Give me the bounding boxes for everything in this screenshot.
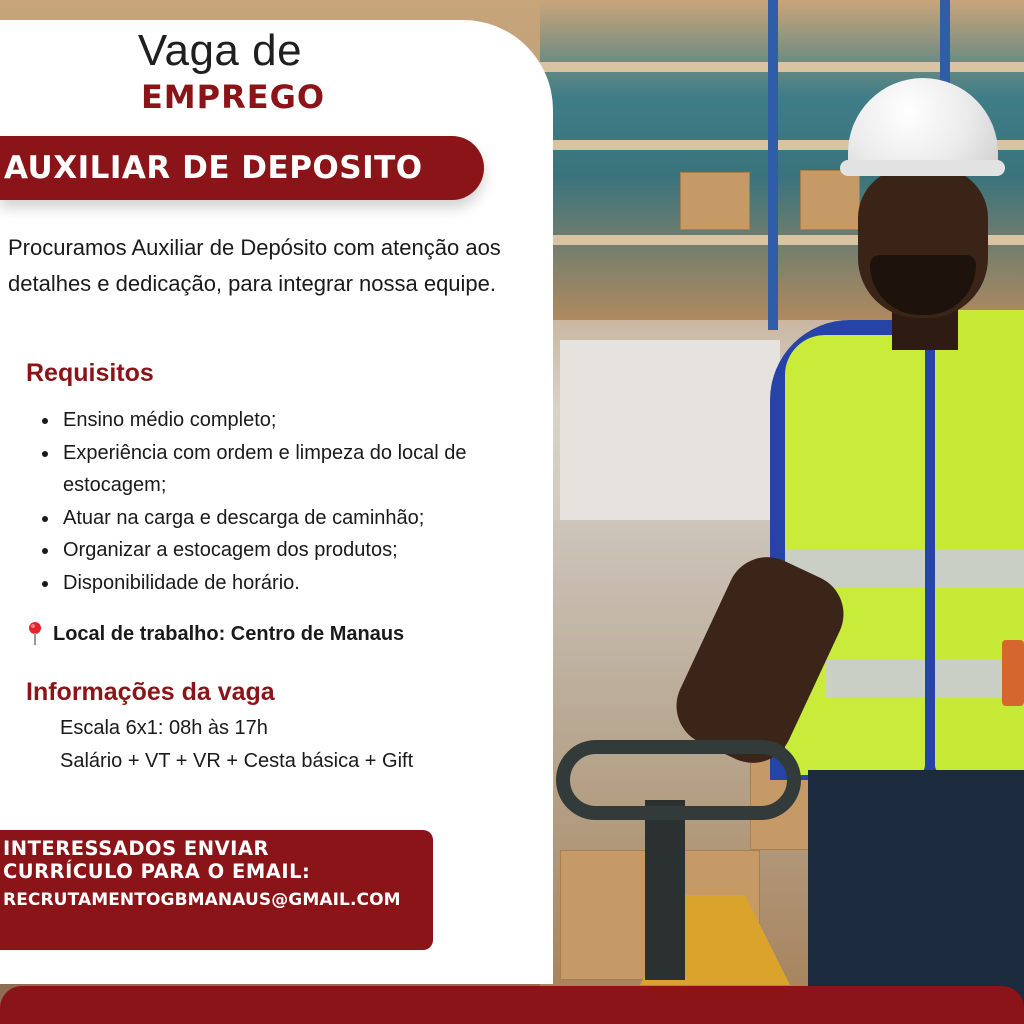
cta-line-1: INTERESSADOS ENVIAR <box>3 837 270 860</box>
list-item: Ensino médio completo; <box>40 404 540 437</box>
heading-vaga-de: Vaga de <box>137 26 303 75</box>
work-location-text: Local de trabalho: Centro de Manaus <box>53 622 405 645</box>
pallet-jack-shaft <box>645 800 685 980</box>
requirements-list <box>40 404 540 599</box>
cta-line-2: CURRÍCULO PARA O EMAIL: <box>3 860 311 883</box>
list-item: Organizar a estocagem dos produtos; <box>40 534 540 567</box>
list-item: Disponibilidade de horário. <box>40 567 540 600</box>
cardboard-box <box>680 172 750 230</box>
vest-reflective-stripe <box>935 550 1024 588</box>
list-item: Atuar na carga e descarga de caminhão; <box>40 502 540 535</box>
job-description: Procuramos Auxiliar de Depósito com atenção aos detalhes e dedicação, para integrar nossa equipe. <box>8 235 501 296</box>
shelf-beam <box>540 62 1024 72</box>
work-location <box>26 621 404 647</box>
job-info <box>60 712 413 778</box>
cardboard-box <box>800 170 860 230</box>
heading-emprego: EMPREGO <box>140 78 326 116</box>
apply-call-to-action <box>0 830 433 950</box>
map-pin-icon <box>26 621 44 647</box>
shelf-post <box>768 0 778 330</box>
hard-hat-brim <box>840 160 1005 176</box>
job-benefits: Salário + VT + VR + Cesta básica + Gift <box>60 750 414 772</box>
contact-email[interactable]: RECRUTAMENTOGBMANAUS@GMAIL.COM <box>3 890 401 910</box>
footer-bar <box>0 986 1024 1024</box>
job-info-title: Informações da vaga <box>26 678 275 706</box>
list-item: Experiência com ordem e limpeza do local de estocagem; <box>40 437 540 502</box>
requirements-title: Requisitos <box>26 359 154 387</box>
radio-device <box>1002 640 1024 706</box>
pallet-jack-handle <box>556 740 801 820</box>
job-schedule: Escala 6x1: 08h às 17h <box>60 717 268 739</box>
job-title-banner <box>0 136 484 200</box>
job-title: AUXILIAR DE DEPOSITO <box>4 150 423 186</box>
warehouse-wall <box>560 340 780 520</box>
vest-reflective-stripe <box>825 660 925 698</box>
